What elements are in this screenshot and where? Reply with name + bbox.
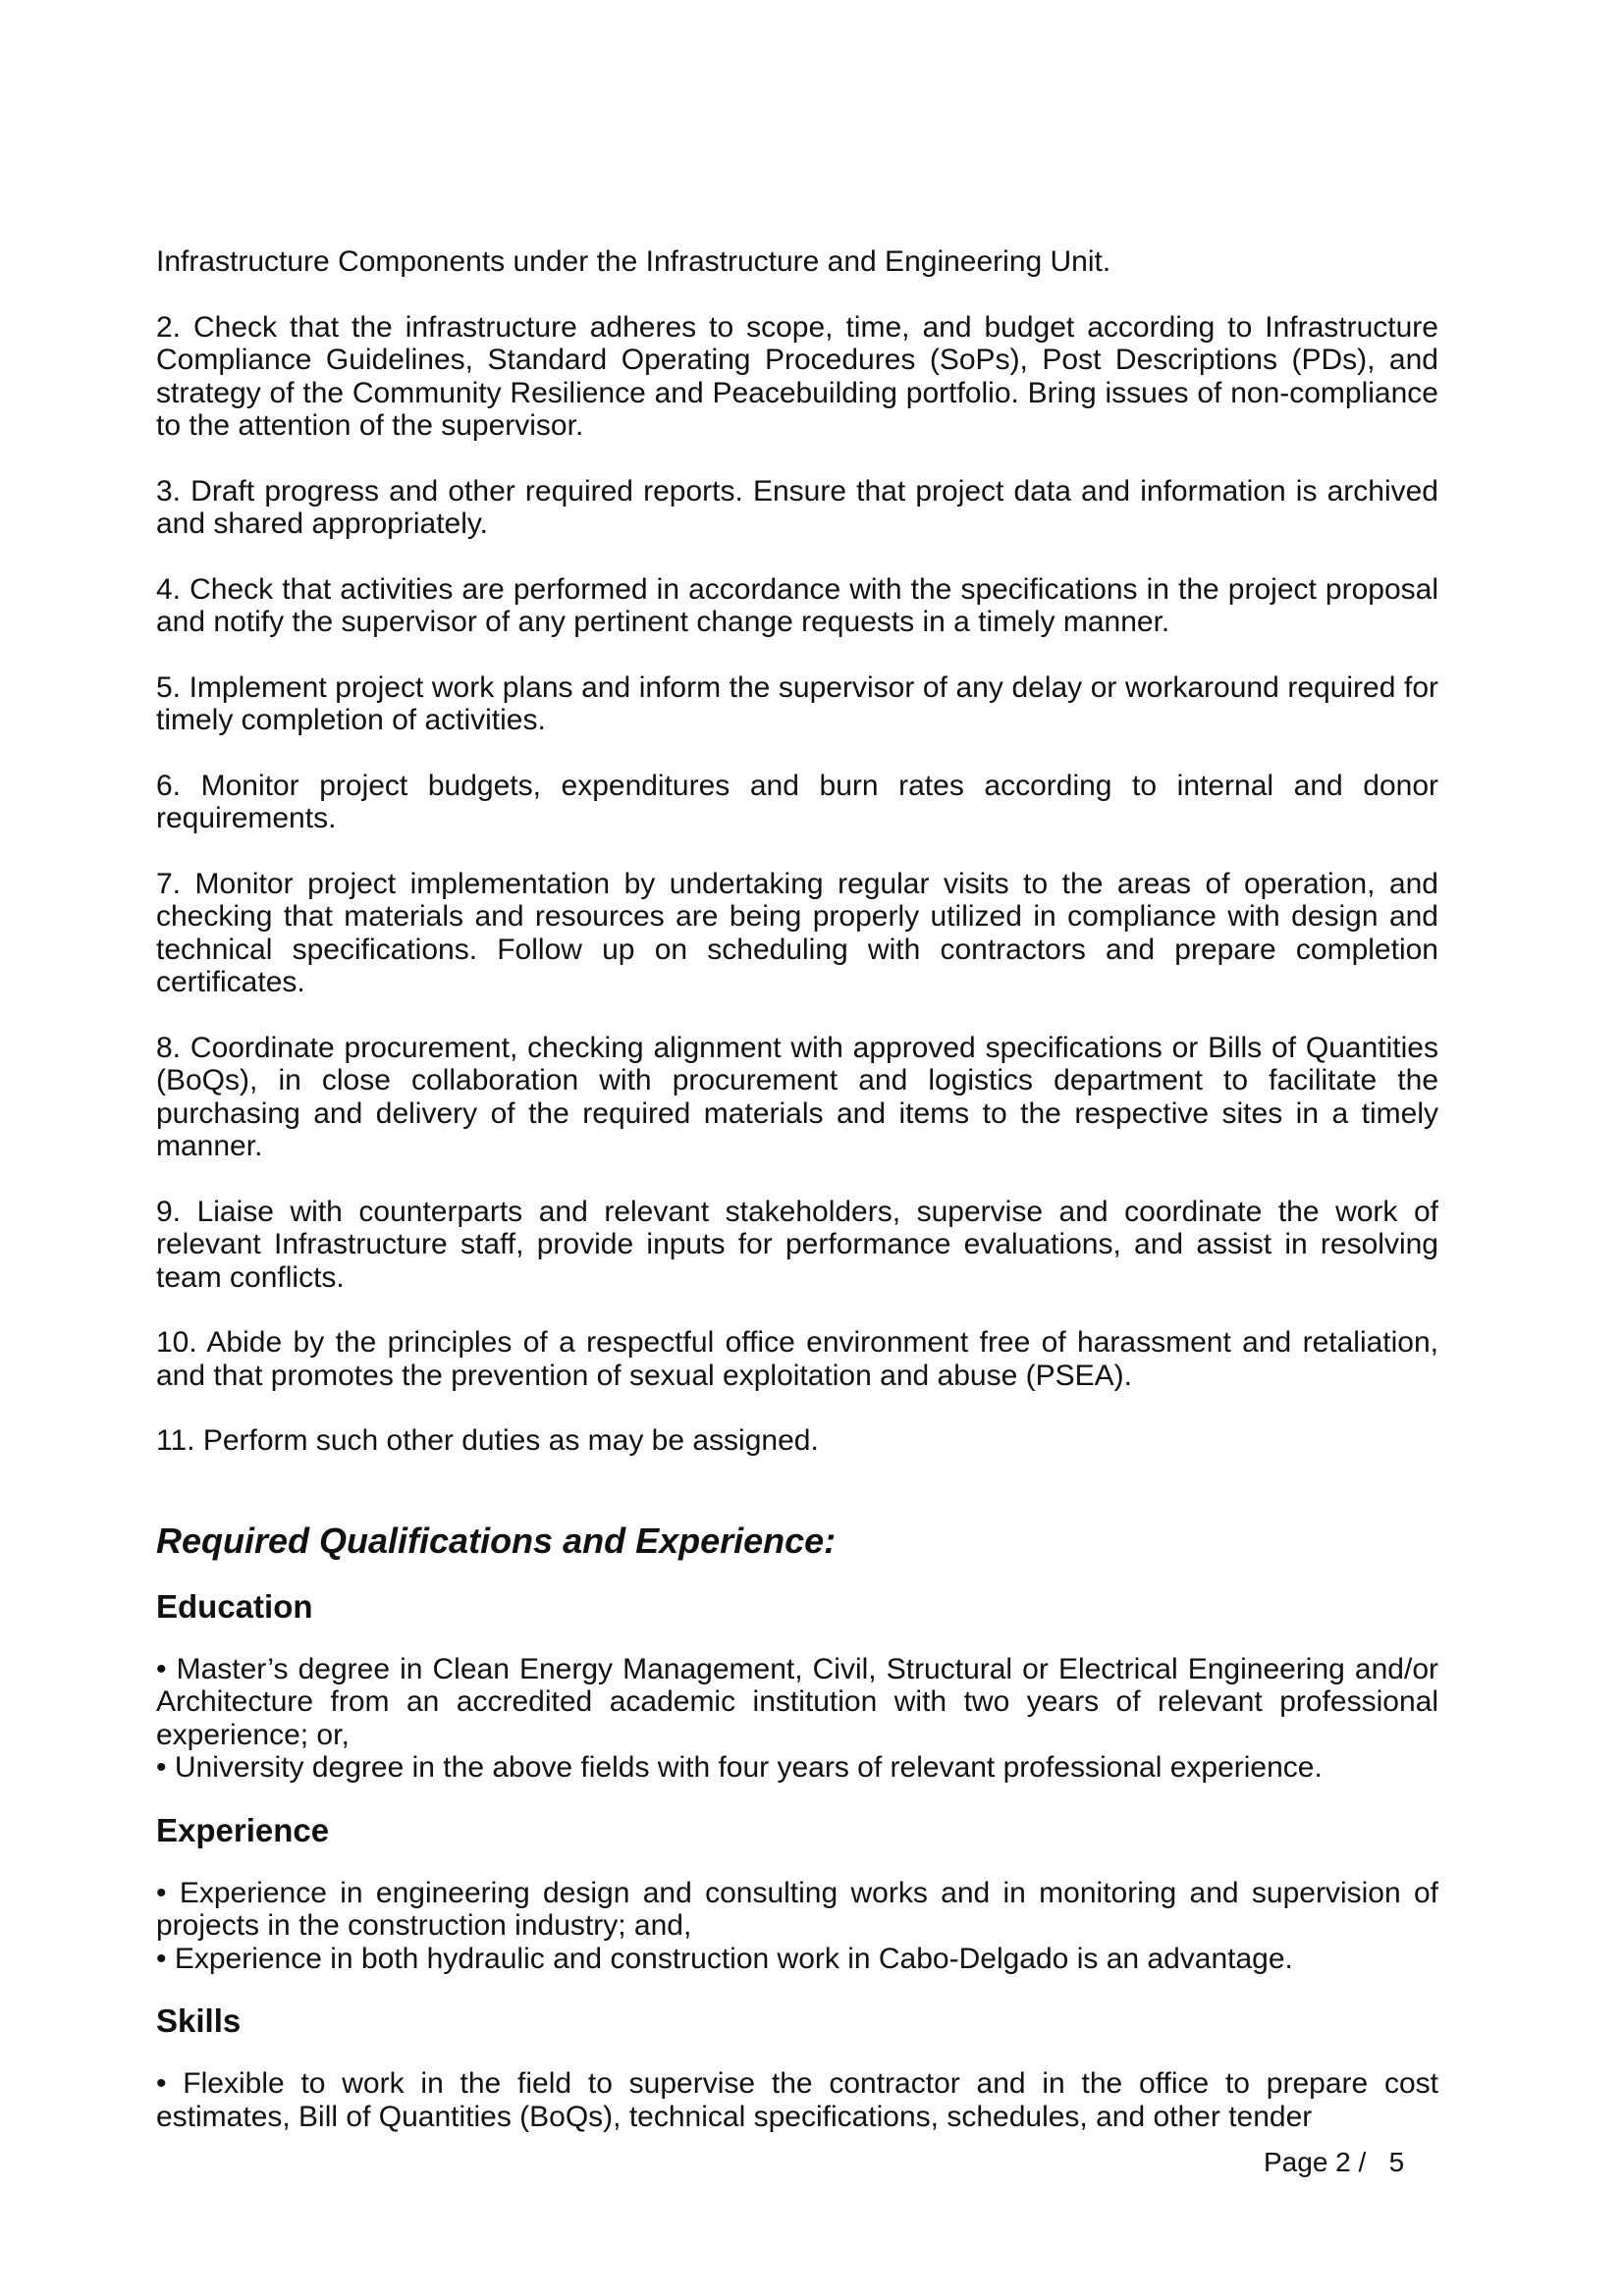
duty-item-5: 5. Implement project work plans and inform the supervisor of any delay or workaround required for timely completion of activities. <box>156 670 1438 736</box>
duty-item-3: 3. Draft progress and other required reports. Ensure that project data and information is archived and shared appropriately. <box>156 474 1438 540</box>
duty-item-4: 4. Check that activities are performed in accordance with the specifications in the project proposal and notify the supervisor of any pertinent change requests in a timely manner. <box>156 572 1438 638</box>
experience-item: • Experience in both hydraulic and construction work in Cabo-Delgado is an advantage. <box>156 1942 1293 1975</box>
duty-item-2: 2. Check that the infrastructure adheres to scope, time, and budget according to Infrastructure Compliance Guidelines, Standard Operating Procedures (SoPs), Post Descriptions (PDs), and strategy of the Community Resilience and Peacebuilding portfolio. Bring issues of non-compliance to the attention of the supervisor. <box>156 310 1438 442</box>
skills-heading: Skills <box>156 2002 242 2039</box>
intro-line: Infrastructure Components under the Infrastructure and Engineering Unit. <box>156 245 1111 278</box>
duty-item-8: 8. Coordinate procurement, checking alignment with approved specifications or Bills of Quantities (BoQs), in close collaboration with procurement and logistics department to facilitate the purchasing and delivery of the required materials and items to the respective sites in a timely manner. <box>156 1031 1438 1162</box>
duty-item-7: 7. Monitor project implementation by undertaking regular visits to the areas of operation, and checking that materials and resources are being properly utilized in compliance with design and technical specifications. Follow up on scheduling with contractors and prepare completion certificates. <box>156 867 1438 998</box>
education-item: • Master’s degree in Clean Energy Management, Civil, Structural or Electrical Engineering and/or Architecture from an accredited academic institution with two years of relevant professional experience; or, <box>156 1652 1438 1751</box>
experience-heading: Experience <box>156 1811 330 1848</box>
skills-item: • Flexible to work in the field to supervise the contractor and in the office to prepare cost estimates, Bill of Quantities (BoQs), technical specifications, schedules, and other tender <box>156 2067 1438 2133</box>
qualifications-heading: Required Qualifications and Experience: <box>156 1520 837 1561</box>
experience-item: • Experience in engineering design and consulting works and in monitoring and supervision of projects in the construction industry; and, <box>156 1876 1438 1942</box>
duty-item-11: 11. Perform such other duties as may be assigned. <box>156 1424 819 1457</box>
education-heading: Education <box>156 1587 313 1625</box>
duty-item-6: 6. Monitor project budgets, expenditures and burn rates according to internal and donor requirements. <box>156 769 1438 834</box>
document-body <box>156 245 1438 2161</box>
page-number: Page 2 / 5 <box>1264 2147 1405 2177</box>
education-list <box>156 1653 1438 1785</box>
skills-list <box>156 2067 1438 2133</box>
duty-item-10: 10. Abide by the principles of a respectful office environment free of harassment and retaliation, and that promotes the prevention of sexual exploitation and abuse (PSEA). <box>156 1326 1438 1392</box>
education-item: • University degree in the above fields with four years of relevant professional experience. <box>156 1751 1323 1784</box>
duty-item-9: 9. Liaise with counterparts and relevant stakeholders, supervise and coordinate the work of relevant Infrastructure staff, provide inputs for performance evaluations, and assist in resolving team conflicts. <box>156 1195 1438 1294</box>
experience-list <box>156 1877 1438 1976</box>
